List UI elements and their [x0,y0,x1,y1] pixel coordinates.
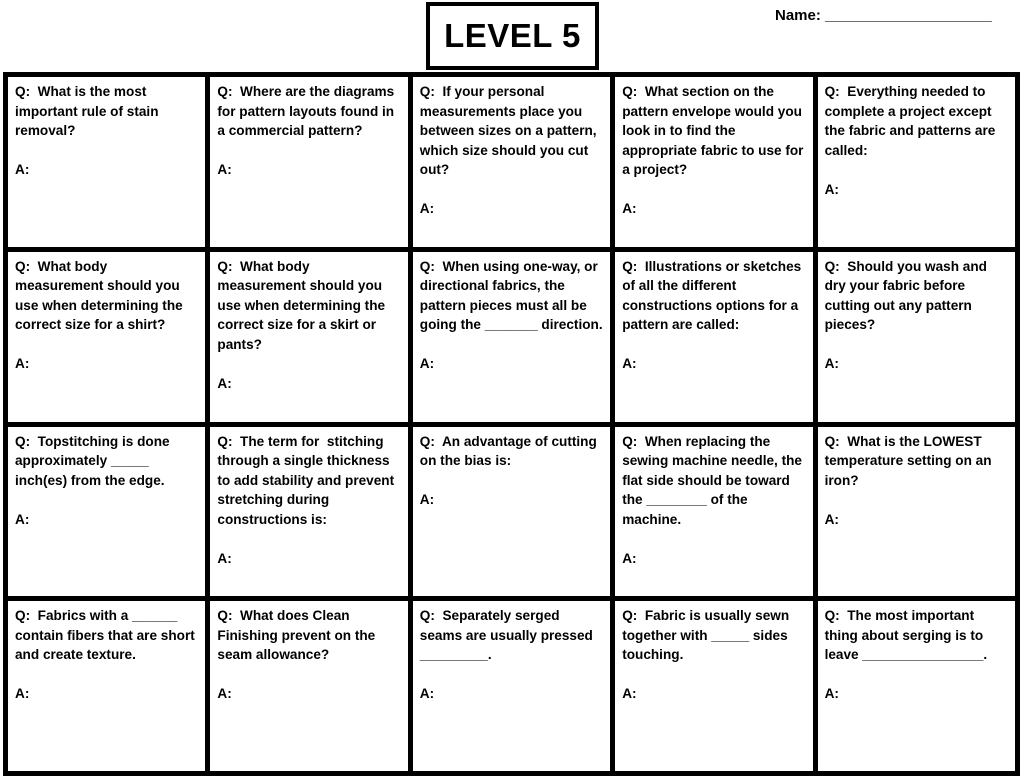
answer-label: A: [622,686,637,702]
question-cell [8,427,205,597]
answer-label: A: [15,162,30,177]
question-text: Q: Should you wash and dry your fabric before cutting out any pattern pieces? [824,258,991,333]
question-cell [8,601,205,771]
question-text: Q: Fabrics with a ______ contain fibers that are short and create texture. [15,608,199,663]
question-text: Q: When using one-way, or directional fabrics, the pattern pieces must all be going the _______ direction. [419,258,603,333]
question-text: Q: What section on the pattern envelope would you look in to find the appropriate fabric to use for a project? [622,84,808,177]
question-cell [413,601,610,771]
question-text: Q: An advantage of cutting on the bias is: [419,433,601,468]
question-cell [210,77,407,247]
answer-label: A: [419,201,435,216]
question-cell [818,601,1015,771]
answer-label: A: [824,181,839,197]
question-cell [413,77,610,247]
answer-label: A: [217,550,232,566]
question-text: Q: What body measurement should you use when determining the correct size for a skirt or pants? [217,258,389,352]
answer-label: A: [824,511,839,527]
question-cell [615,252,812,422]
question-text: Q: Fabric is usually sewn together with _____ sides touching. [622,608,793,663]
question-cell [818,252,1015,422]
answer-label: A: [419,686,435,702]
question-cell [210,252,407,422]
answer-label: A: [419,492,435,507]
question-grid [3,72,1020,776]
answer-label: A: [15,511,30,527]
question-cell [615,427,812,597]
question-text: Q: What is the LOWEST temperature setting on an iron? [824,433,996,488]
name-field-label: Name: ____________________ [775,7,992,24]
question-text: Q: Topstitching is done approximately _____ inch(es) from the edge. [15,433,174,488]
question-cell [8,77,205,247]
question-text: Q: What body measurement should you use when determining the correct size for a shirt? [15,258,187,333]
answer-label: A: [622,550,637,566]
question-text: Q: Illustrations or sketches of all the different constructions options for a pattern are called: [622,258,806,333]
question-cell [413,252,610,422]
question-text: Q: Everything needed to complete a project except the fabric and patterns are called: [824,84,1000,158]
question-text: Q: What is the most important rule of stain removal? [15,84,163,138]
answer-label: A: [217,162,232,177]
question-text: Q: What does Clean Finishing prevent on the seam allowance? [217,608,380,663]
question-cell [8,252,205,422]
answer-label: A: [217,686,232,702]
answer-label: A: [622,201,637,216]
question-text: Q: The term for stitching through a single thickness to add stability and prevent stretching during constructions is: [217,433,398,527]
answer-label: A: [824,356,839,372]
question-cell [615,77,812,247]
question-cell [818,427,1015,597]
level-title: LEVEL 5 [444,17,581,54]
question-cell [413,427,610,597]
question-text: Q: Where are the diagrams for pattern layouts found in a commercial pattern? [217,84,398,138]
answer-label: A: [622,356,637,372]
level-title-box [426,2,599,70]
answer-label: A: [217,375,232,391]
answer-label: A: [15,686,30,702]
question-cell [210,601,407,771]
answer-label: A: [824,686,839,702]
question-text: Q: The most important thing about serging is to leave ________________. [824,608,988,663]
question-cell [210,427,407,597]
answer-label: A: [15,356,30,372]
question-cell [818,77,1015,247]
question-cell [615,601,812,771]
question-text: Q: Separately serged seams are usually pressed _________. [419,608,597,663]
answer-label: A: [419,356,435,372]
question-text: Q: When replacing the sewing machine needle, the flat side should be toward the ________ of the machine. [622,433,806,527]
question-text: Q: If your personal measurements place you between sizes on a pattern, which size should you cut out? [419,84,601,177]
